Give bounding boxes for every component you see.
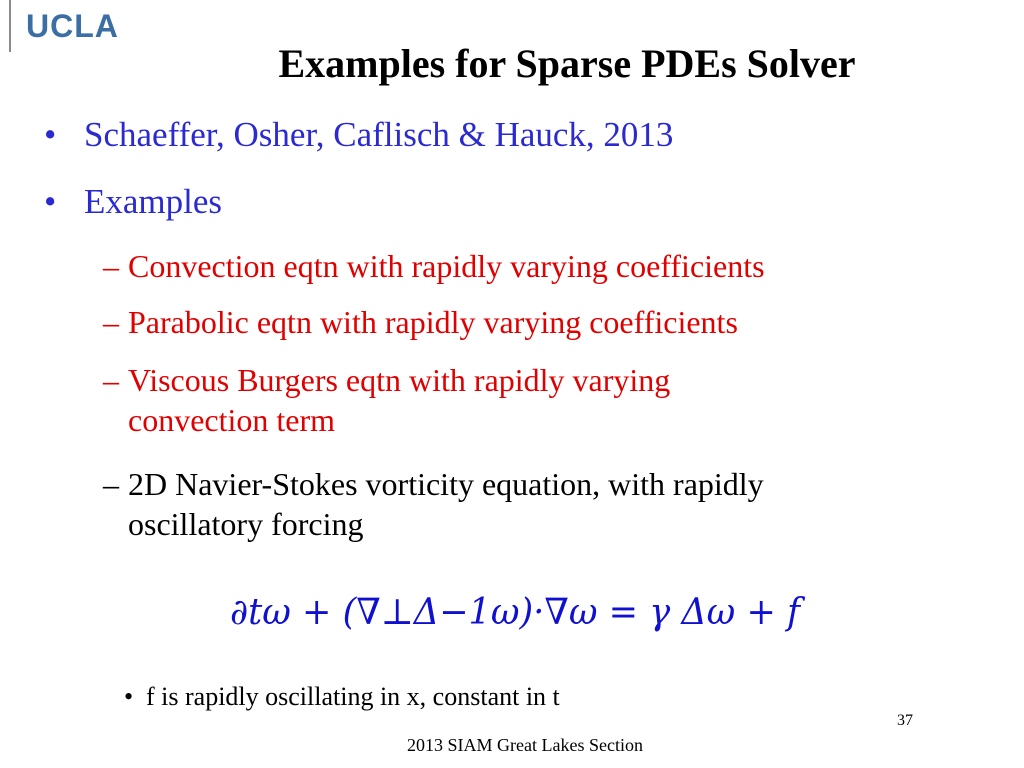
bullet-authors: [44, 115, 674, 155]
ucla-logo: UCLA: [26, 8, 119, 44]
equation-text: ∂tω + (∇⊥Δ−1ω)·∇ω = γ Δω + f: [230, 592, 806, 633]
bullet-examples-text: Examples: [84, 182, 223, 221]
bullet-dot: •: [124, 682, 134, 711]
sub-bullet-text: Convection eqtn with rapidly varying coefficients: [128, 248, 765, 284]
dash-marker: –: [103, 248, 119, 284]
dash-marker: –: [103, 304, 119, 340]
footer-text: 2013 SIAM Great Lakes Section: [407, 735, 643, 755]
slide-title: Examples for Sparse PDEs Solver: [278, 41, 856, 86]
vorticity-equation: [230, 578, 850, 648]
bullet-examples: [44, 182, 223, 222]
bullet-authors-text: Schaeffer, Osher, Caflisch & Hauck, 2013: [84, 115, 674, 154]
sub-bullet-convection: [103, 246, 765, 286]
sub-bullet-burgers: [103, 360, 671, 440]
sub-bullet-navier-stokes: [103, 464, 764, 544]
dash-marker: –: [103, 466, 119, 502]
sub-bullet-text-line1: Viscous Burgers eqtn with rapidly varying: [128, 362, 671, 398]
sub-bullet-parabolic: [103, 302, 738, 342]
dash-marker: –: [103, 362, 119, 398]
sub-bullet-text-line2: oscillatory forcing: [128, 506, 364, 542]
forcing-note: [124, 682, 560, 712]
sub-bullet-text: Parabolic eqtn with rapidly varying coefficients: [128, 304, 738, 340]
bullet-dot: •: [44, 115, 57, 154]
page-number: 37: [897, 712, 913, 729]
forcing-note-text: f is rapidly oscillating in x, constant in t: [146, 682, 560, 711]
sub-bullet-text-line2: convection term: [128, 402, 336, 438]
equation-svg: [230, 578, 850, 648]
bullet-dot: •: [44, 182, 57, 221]
sub-bullet-text-line1: 2D Navier-Stokes vorticity equation, with rapidly: [128, 466, 764, 502]
